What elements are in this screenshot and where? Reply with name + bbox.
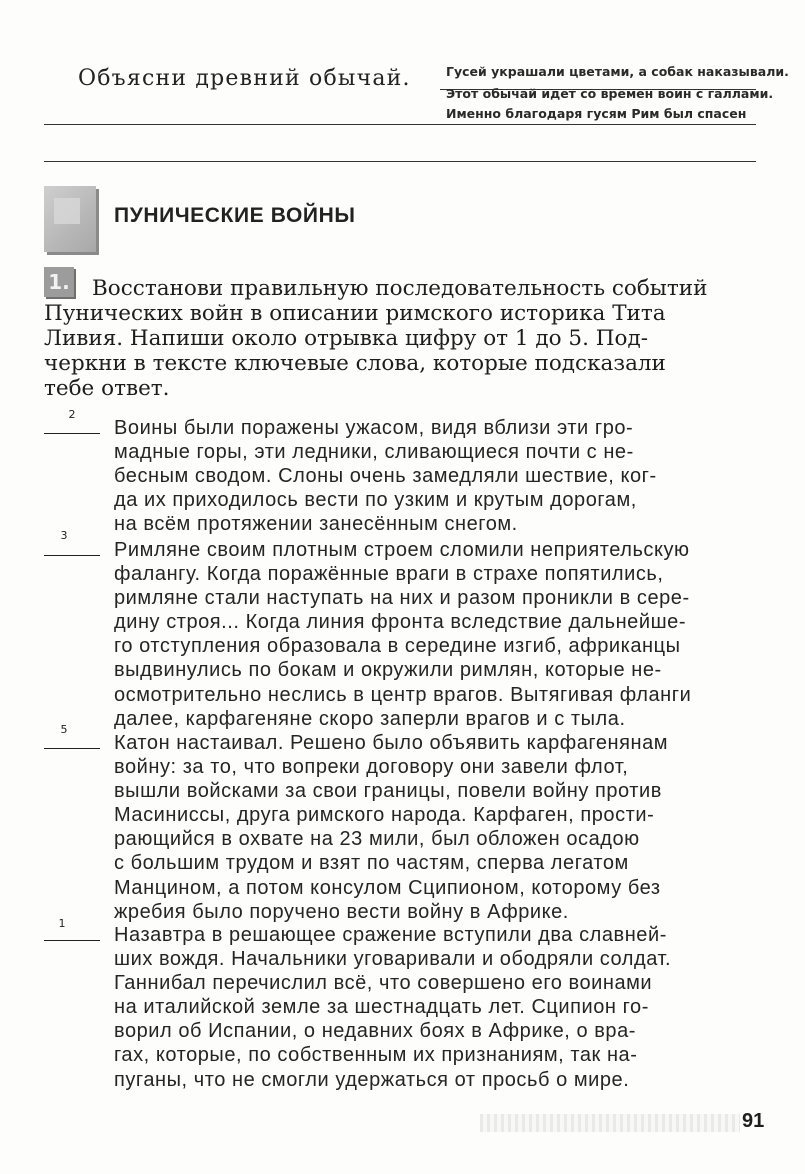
passage-line: на италийской земле за шестнадцать лет. Сципион го- [114,996,649,1019]
passage-line: го отступления образовала в середине изгиб, африканцы [114,635,681,658]
passage-line: далее, карфагеняне скоро заперли врагов и с тыла. [114,707,626,730]
handwritten-answer-line-2: Этот обычай идет со времен воин с галлами. [446,86,774,101]
exercise-instruction [44,276,784,401]
answer-number: 3 [60,529,68,542]
passage-line: войну: за то, что вопреки договору они завели флот, [114,756,629,779]
section-number-badge [44,186,96,252]
passage-line: римляне стали наступать на них и разом проникли в сере- [114,587,690,610]
passage-line: Воины были поражены ужасом, видя вблизи эти гро- [114,417,634,439]
answer-blank[interactable] [44,555,100,556]
passage-line: Назавтра в решающее сражение вступили два славней- [114,924,667,946]
passage-text [114,923,784,1092]
exercise-line: Ливия. Напиши около отрывка цифру от 1 до 5. Под- [44,326,648,351]
passage-line: жребия было поручено вести войну в Африке. [114,900,569,923]
answer-blank[interactable] [44,433,100,434]
handwritten-answer-line-1: Гусей украшали цветами, а собак наказывали. [446,64,789,79]
passage-line: Римляне своим плотным строем сломили неприятельскую [114,539,690,561]
exercise-line: черкни в тексте ключевые слова, которые подсказали [44,351,666,376]
task-prompt: Объясни древний обычай. [78,66,411,91]
passage-line: выдвинулись по бокам и окружили римлян, которые не- [114,659,662,682]
answer-number: 2 [68,408,76,421]
answer-blank[interactable] [44,748,100,749]
section-title: ПУНИЧЕСКИЕ ВОЙНЫ [114,204,356,227]
answer-number: 5 [60,723,68,736]
passage-line: пуганы, что не смогли удержаться от просьб о мире. [114,1068,630,1091]
passage-line: гах, которые, по собственным их признаниям, так на- [114,1044,638,1067]
passage-line: ших вождя. Начальники уговаривали и ободряли солдат. [114,948,672,971]
passage-line: бесным сводом. Слоны очень замедляли шествие, ког- [114,465,657,488]
passage-text [114,416,784,536]
passage-text [114,538,784,731]
exercise-line: Пунических войн в описании римского историка Тита [44,301,666,326]
passage-line: с большим трудом и взят по частям, сперва легатом [114,852,629,875]
answer-rule [44,161,756,162]
page-number: 91 [742,1110,765,1132]
passage-line: Масиниссы, друга римского народа. Карфаген, прости- [114,804,655,827]
passage-line: мадные горы, эти ледники, сливающиеся почти с не- [114,441,634,464]
handwritten-answer-line-3: Именно благодаря гусям Рим был спасен [446,106,747,121]
answer-number: 1 [58,917,66,930]
exercise-line: тебе ответ. [44,376,170,401]
passage-line: на всём протяжении занесённым снегом. [114,513,518,536]
exercise-number-badge: 1. [44,267,74,297]
passage-line: рающийся в охвате на 23 мили, был обложен осадою [114,828,640,851]
passage-line: Катон настаивал. Решено было объявить карфагенянам [114,732,669,754]
passage-line: да их приходилось вести по узким и крутым дорогам, [114,489,637,512]
passage-line: фалангу. Когда поражённые враги в страхе попятились, [114,563,664,586]
exercise-line: Восстанови правильную последовательность событий [92,276,708,301]
passage-line: вышли войсками за свои границы, повели войну против [114,780,662,803]
answer-rule [44,124,756,125]
page-footer-strip [480,1114,740,1132]
passage-line: дину строя... Когда линия фронта вследствие дальнейше- [114,611,687,634]
answer-blank[interactable] [44,940,100,941]
passage-line: осмотрительно неслись в центр врагов. Вытягивая фланги [114,683,692,706]
passage-line: Манцином, а потом консулом Сципионом, которому без [114,876,661,899]
passage-line: Ганнибал перечислил всё, что совершено его воинами [114,972,653,995]
passage-line: ворил об Испании, о недавних боях в Африке, о вра- [114,1020,636,1043]
passage-text [114,731,784,924]
